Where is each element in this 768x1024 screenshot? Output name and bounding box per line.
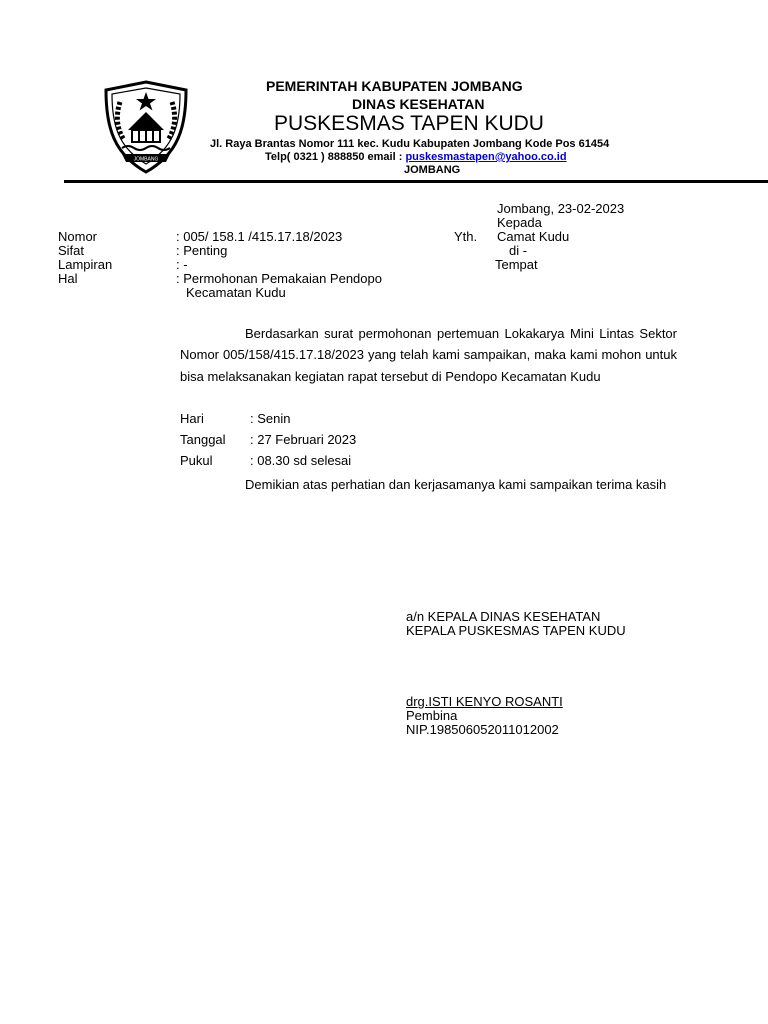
hari-value: : Senin [250, 411, 291, 426]
signature-title-1: a/n KEPALA DINAS KESEHATAN [406, 609, 601, 624]
hal-value-continued: Kecamatan Kudu [186, 285, 286, 300]
letterhead-city: JOMBANG [404, 164, 461, 176]
nomor-label: Nomor [58, 229, 98, 244]
hal-label: Hal [58, 271, 78, 286]
letterhead-government: PEMERINTAH KABUPATEN JOMBANG [266, 78, 523, 94]
tanggal-value: : 27 Februari 2023 [250, 432, 357, 447]
signatory-name: drg.ISTI KENYO ROSANTI [406, 694, 563, 709]
recipient-kepada: Kepada [497, 215, 542, 230]
signatory-rank: Pembina [406, 708, 458, 723]
jombang-coat-of-arms-logo [98, 78, 194, 174]
recipient-name: Camat Kudu [497, 229, 570, 244]
email-link[interactable]: puskesmastapen@yahoo.co.id [405, 151, 567, 163]
hal-value: : Permohonan Pemakaian Pendopo [176, 271, 382, 286]
body-paragraph: Berdasarkan surat permohonan pertemuan Lokakarya Mini Lintas Sektor Nomor 005/158/415.17.18/2023 yang telah kami sampaikan, maka kami mohon untuk bisa melaksanakan kegiatan rapat tersebut di Pendopo Kecamatan Kudu [180, 326, 677, 384]
lampiran-label: Lampiran [58, 257, 113, 272]
pukul-value: : 08.30 sd selesai [250, 453, 352, 468]
date-line: Jombang, 23-02-2023 [497, 201, 625, 216]
letterhead-institution: PUSKESMAS TAPEN KUDU [274, 112, 544, 135]
letterhead-address: Jl. Raya Brantas Nomor 111 kec. Kudu Kabupaten Jombang Kode Pos 61454 [210, 138, 610, 150]
letterhead-divider [64, 180, 768, 183]
hari-label: Hari [180, 411, 204, 426]
lampiran-value: : - [176, 257, 188, 272]
recipient-yth: Yth. [454, 229, 478, 244]
tanggal-label: Tanggal [180, 432, 226, 447]
letterhead-contact [265, 151, 567, 163]
letterhead-department: DINAS KESEHATAN [352, 96, 485, 112]
sifat-value: : Penting [176, 243, 228, 258]
sifat-label: Sifat [58, 243, 85, 258]
nomor-value: : 005/ 158.1 /415.17.18/2023 [176, 229, 343, 244]
closing-paragraph: Demikian atas perhatian dan kerjasamanya kami sampaikan terima kasih [245, 477, 667, 492]
phone-text: Telp( 0321 ) 888850 email : [265, 151, 406, 163]
pukul-label: Pukul [180, 453, 213, 468]
recipient-di: di - [509, 243, 528, 258]
svg-text:JOMBANG: JOMBANG [133, 156, 159, 163]
signatory-nip: NIP.198506052011012002 [406, 722, 559, 737]
signature-title-2: KEPALA PUSKESMAS TAPEN KUDU [406, 623, 626, 638]
recipient-place: Tempat [495, 257, 538, 272]
